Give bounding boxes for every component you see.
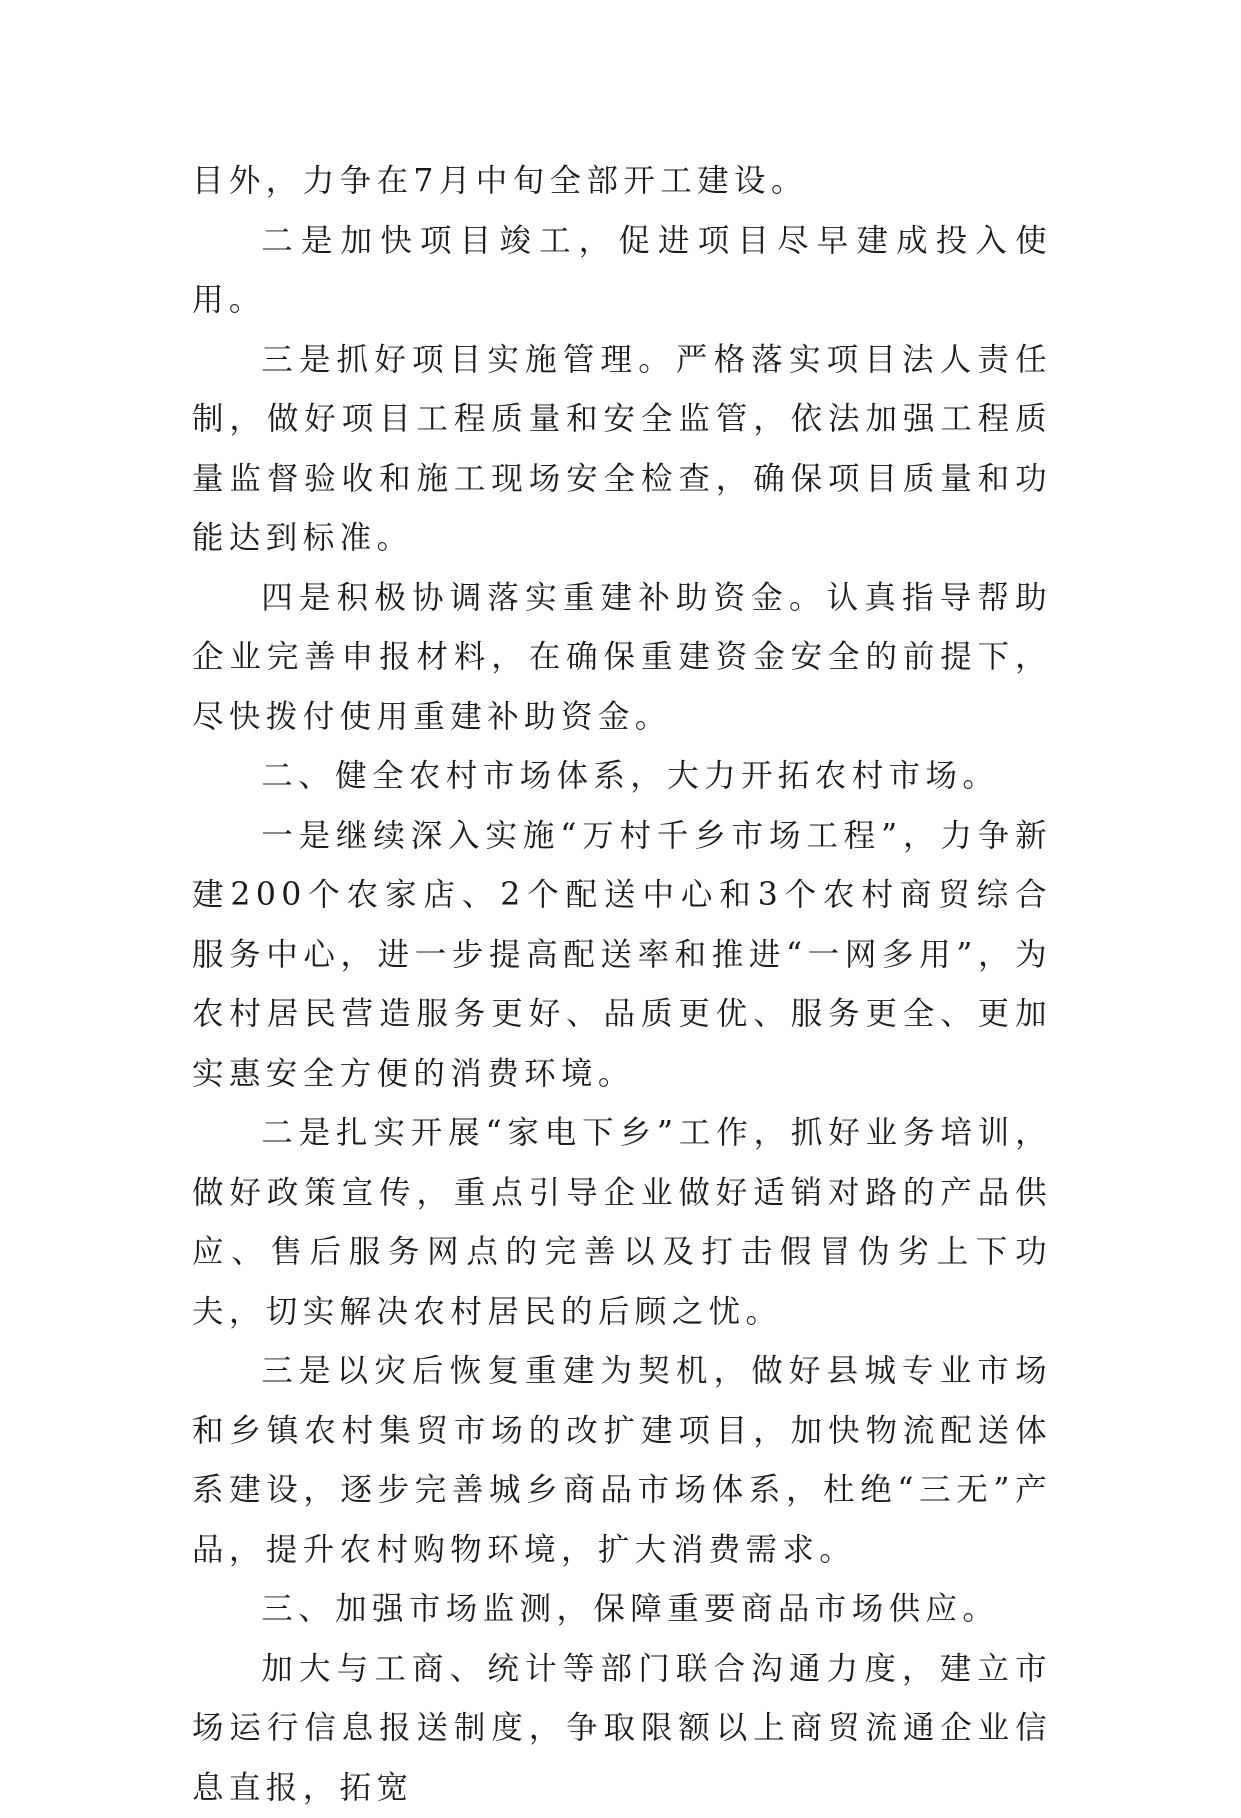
paragraph-10: 加大与工商、统计等部门联合沟通力度，建立市场运行信息报送制度，争取限额以上商贸流通企业信息直报，拓宽 <box>192 1640 1052 1818</box>
document-body <box>192 152 1052 1818</box>
section-heading-3: 三、加强市场监测，保障重要商品市场供应。 <box>192 1580 1052 1640</box>
paragraph-8: 三是以灾后恢复重建为契机，做好县城专业市场和乡镇农村集贸市场的改扩建项目，加快物流配送体系建设，逐步完善城乡商品市场体系，杜绝“三无”产品，提升农村购物环境，扩大消费需求。 <box>192 1342 1052 1580</box>
paragraph-3: 三是抓好项目实施管理。严格落实项目法人责任制，做好项目工程质量和安全监管，依法加强工程质量监督验收和施工现场安全检查，确保项目质量和功能达到标准。 <box>192 331 1052 569</box>
paragraph-2: 二是加快项目竣工，促进项目尽早建成投入使用。 <box>192 212 1052 331</box>
paragraph-7: 二是扎实开展“家电下乡”工作，抓好业务培训，做好政策宣传，重点引导企业做好适销对路的产品供应、售后服务网点的完善以及打击假冒伪劣上下功夫，切实解决农村居民的后顾之忧。 <box>192 1104 1052 1342</box>
paragraph-4: 四是积极协调落实重建补助资金。认真指导帮助企业完善申报材料，在确保重建资金安全的前提下，尽快拨付使用重建补助资金。 <box>192 569 1052 748</box>
section-heading-2: 二、健全农村市场体系，大力开拓农村市场。 <box>192 747 1052 807</box>
paragraph-1: 目外，力争在7月中旬全部开工建设。 <box>192 152 1052 212</box>
paragraph-6: 一是继续深入实施“万村千乡市场工程”，力争新建200个农家店、2个配送中心和3个农村商贸综合服务中心，进一步提高配送率和推进“一网多用”，为农村居民营造服务更好、品质更优、服务更全、更加实惠安全方便的消费环境。 <box>192 807 1052 1105</box>
